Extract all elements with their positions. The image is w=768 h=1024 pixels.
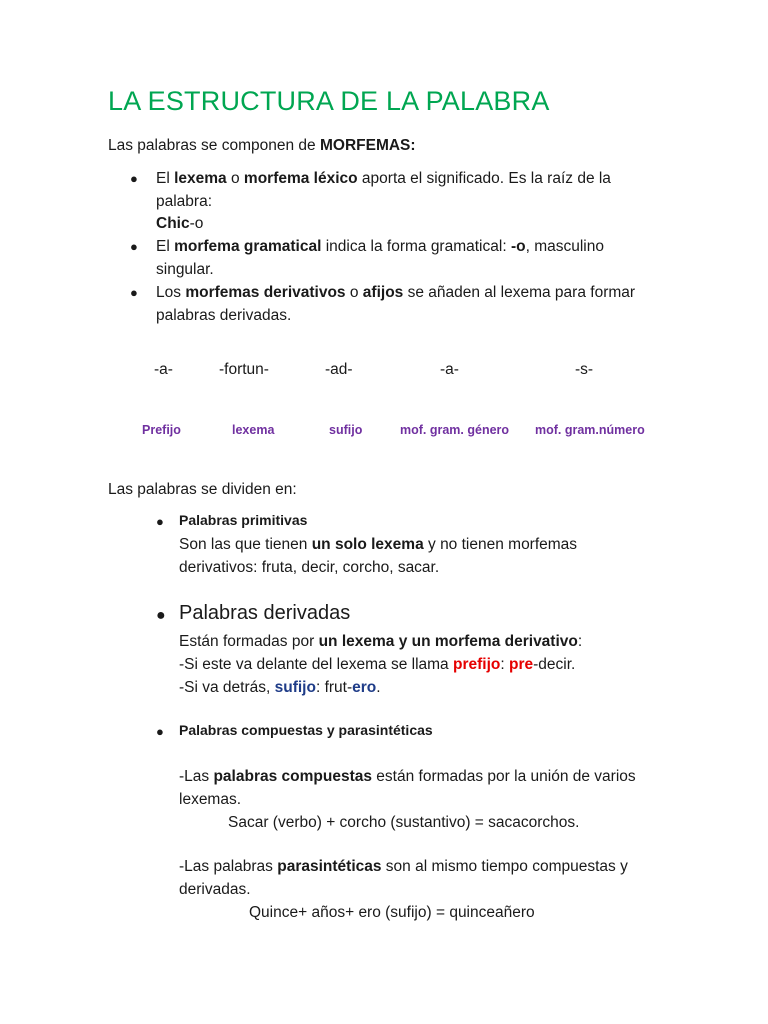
morpheme-1: -a- <box>154 361 173 378</box>
text: , masculino <box>525 238 604 255</box>
text: . <box>376 679 381 696</box>
bullet-dot: ● <box>130 171 138 186</box>
derivadas-heading: Palabras derivadas <box>179 602 351 624</box>
bullet3-line1 <box>156 281 635 304</box>
text: y no tienen morfemas <box>423 536 578 553</box>
morpheme-label-1: Prefijo <box>142 423 181 437</box>
bullet-dot: ● <box>156 607 166 624</box>
text: están formadas por la unión de varios <box>371 768 636 785</box>
term-lexema: lexema <box>174 170 227 187</box>
term-sufijo: sufijo <box>274 679 316 696</box>
bullet1-line1 <box>156 167 611 190</box>
bullet-dot: ● <box>130 239 138 254</box>
example-ending: -o <box>189 215 204 232</box>
intro-text: Las palabras se componen de <box>108 137 320 154</box>
derivadas-prefijo-line <box>179 653 575 676</box>
morpheme-5: -s- <box>575 361 594 378</box>
term-palabras-compuestas: palabras compuestas <box>213 768 372 785</box>
morpheme-label-4: mof. gram. género <box>400 423 510 437</box>
text: El <box>156 170 175 187</box>
morpheme-2: -fortun- <box>219 361 269 378</box>
compuestas-heading: Palabras compuestas y parasintéticas <box>179 722 433 738</box>
text: El <box>156 238 175 255</box>
term-morfemas-derivativos: morfemas derivativos <box>185 284 346 301</box>
term-prefijo: prefijo <box>452 656 501 673</box>
text: -Si va detrás, <box>179 679 275 696</box>
term-pre: pre <box>508 656 534 673</box>
term-afijos: afijos <box>362 284 404 301</box>
text: o <box>345 284 363 301</box>
text: son al mismo tiempo compuestas y <box>381 858 628 875</box>
text: : frut- <box>315 679 353 696</box>
example-root: Chic <box>156 215 190 232</box>
text: o <box>226 170 244 187</box>
compuestas-example: Sacar (verbo) + corcho (sustantivo) = sacacorchos. <box>228 814 580 831</box>
bullet1-example <box>156 212 203 235</box>
term-ero: ero <box>352 679 377 696</box>
bullet-dot: ● <box>156 514 164 529</box>
text: Están formadas por <box>179 633 319 650</box>
parasinteticas-line2: derivadas. <box>179 881 251 898</box>
text: : <box>577 633 583 650</box>
text: se añaden al lexema para formar <box>403 284 636 301</box>
primitivas-line2: derivativos: fruta, decir, corcho, sacar. <box>179 559 440 576</box>
derivadas-sufijo-line <box>179 676 381 699</box>
primitivas-heading: Palabras primitivas <box>179 512 308 528</box>
page-title: LA ESTRUCTURA DE LA PALABRA <box>108 86 550 116</box>
text: -Las <box>179 768 214 785</box>
compuestas-line1 <box>179 765 636 788</box>
term-lexema-morfema-derivativo: un lexema y un morfema derivativo <box>318 633 578 650</box>
text: -Si este va delante del lexema se llama <box>179 656 453 673</box>
parasinteticas-line1 <box>179 855 628 878</box>
morpheme-label-3: sufijo <box>329 423 363 437</box>
morpheme-3: -ad- <box>325 361 353 378</box>
bullet3-line2: palabras derivadas. <box>156 307 292 324</box>
parasinteticas-example: Quince+ años+ ero (sufijo) = quinceañero <box>249 904 535 921</box>
text: Son las que tienen <box>179 536 312 553</box>
term-un-solo-lexema: un solo lexema <box>311 536 424 553</box>
bullet2-line2: singular. <box>156 261 214 278</box>
compuestas-line2: lexemas. <box>179 791 242 808</box>
derivadas-line1 <box>179 630 582 653</box>
divide-intro: Las palabras se dividen en: <box>108 481 297 498</box>
morpheme-label-2: lexema <box>232 423 275 437</box>
text: -decir. <box>533 656 576 673</box>
intro-bold: MORFEMAS: <box>319 137 416 154</box>
text: aporta el significado. Es la raíz de la <box>357 170 611 187</box>
text: : <box>500 656 509 673</box>
text: Los <box>156 284 186 301</box>
text: -Las palabras <box>179 858 278 875</box>
bullet2-line1 <box>156 235 604 258</box>
bullet-dot: ● <box>130 285 138 300</box>
primitivas-line1 <box>179 533 577 556</box>
morpheme-4: -a- <box>440 361 459 378</box>
term-o: -o <box>510 238 526 255</box>
term-parasinteticas: parasintéticas <box>277 858 382 875</box>
bullet1-line2: palabra: <box>156 193 213 210</box>
term-morfema-gramatical: morfema gramatical <box>174 238 322 255</box>
term-morfema-lexico: morfema léxico <box>243 170 358 187</box>
text: indica la forma gramatical: <box>321 238 511 255</box>
bullet-dot: ● <box>156 724 164 739</box>
morpheme-label-5: mof. gram.número <box>535 423 645 437</box>
intro-paragraph <box>108 134 416 157</box>
